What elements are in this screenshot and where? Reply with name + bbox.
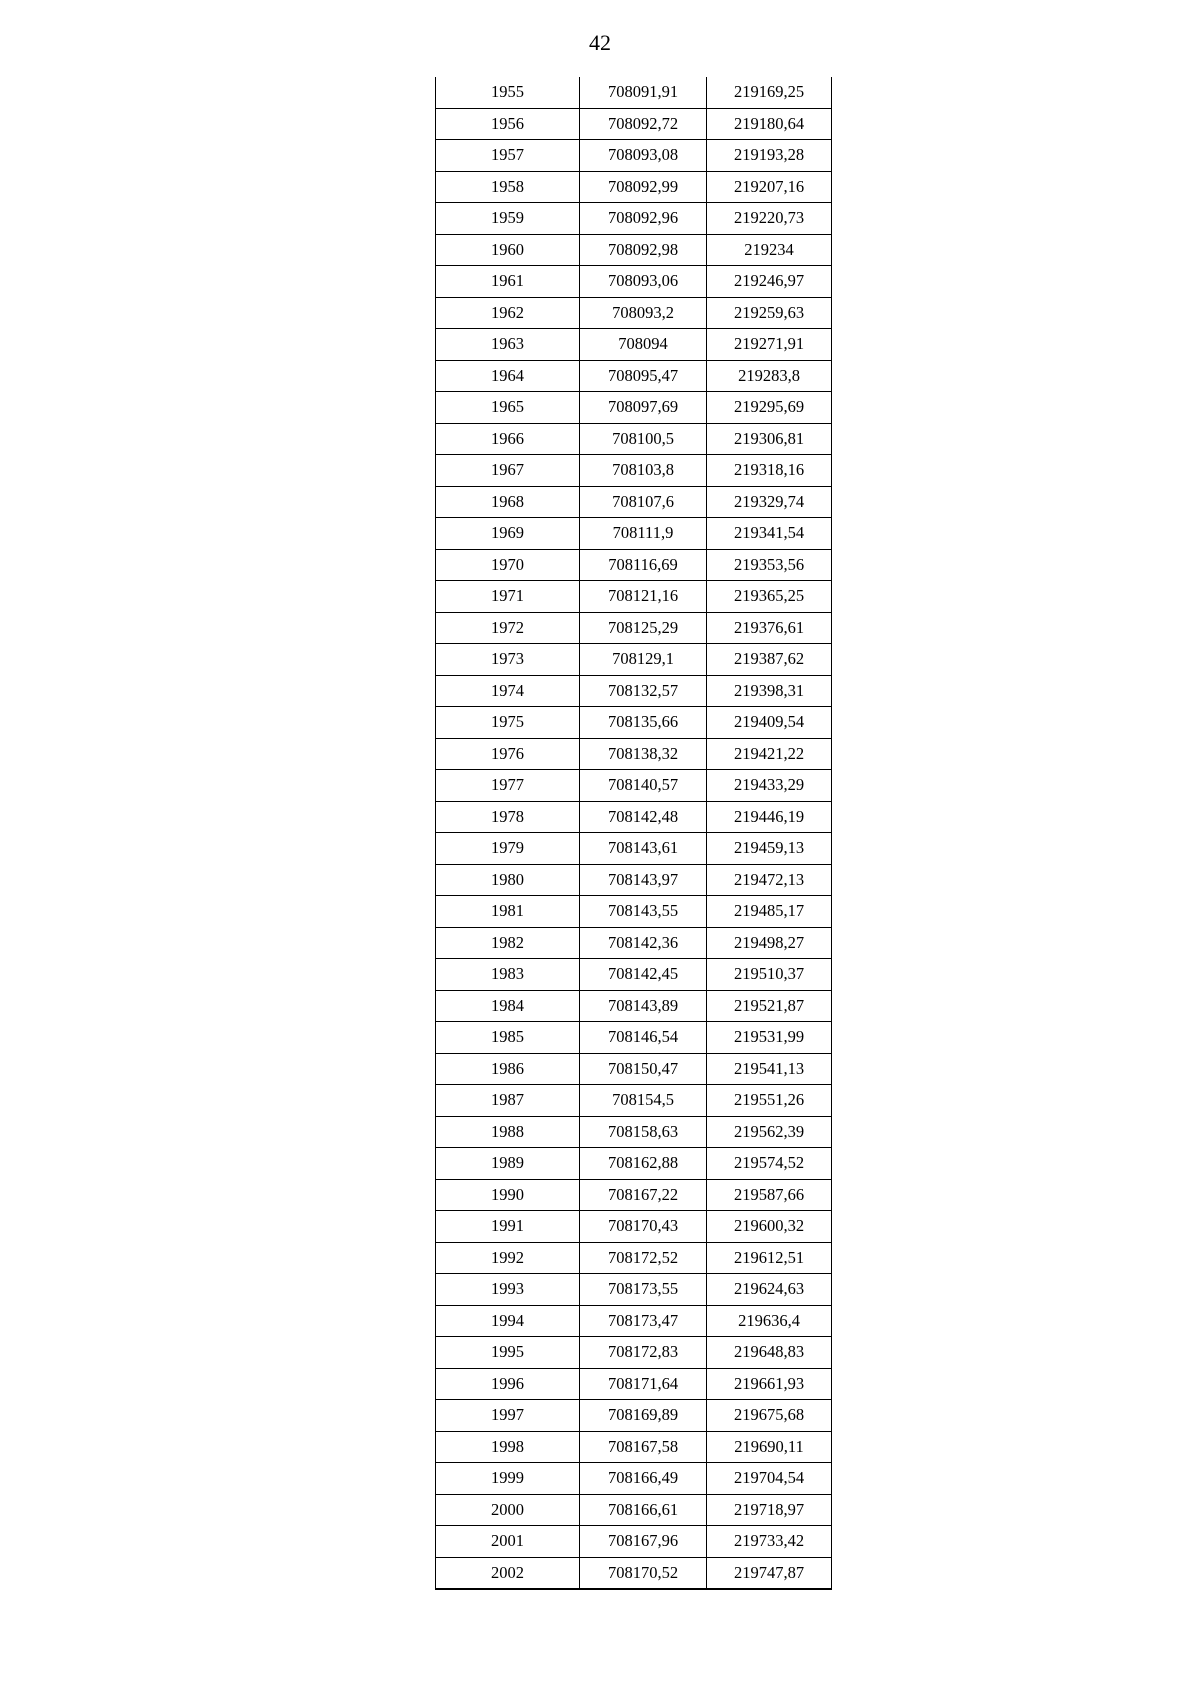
year-cell: 1967 — [436, 455, 580, 487]
y-coordinate-cell: 219562,39 — [707, 1116, 832, 1148]
x-coordinate-cell: 708116,69 — [580, 549, 707, 581]
y-coordinate-cell: 219612,51 — [707, 1242, 832, 1274]
table-row — [436, 612, 832, 644]
table-row — [436, 1116, 832, 1148]
table-row — [436, 1400, 832, 1432]
x-coordinate-cell: 708172,52 — [580, 1242, 707, 1274]
year-cell: 1977 — [436, 770, 580, 802]
y-coordinate-cell: 219541,13 — [707, 1053, 832, 1085]
y-coordinate-cell: 219600,32 — [707, 1211, 832, 1243]
year-cell: 1976 — [436, 738, 580, 770]
x-coordinate-cell: 708150,47 — [580, 1053, 707, 1085]
x-coordinate-cell: 708171,64 — [580, 1368, 707, 1400]
year-cell: 1983 — [436, 959, 580, 991]
x-coordinate-cell: 708166,49 — [580, 1463, 707, 1495]
year-cell: 2000 — [436, 1494, 580, 1526]
table-row — [436, 1211, 832, 1243]
y-coordinate-cell: 219234 — [707, 234, 832, 266]
y-coordinate-cell: 219306,81 — [707, 423, 832, 455]
x-coordinate-cell: 708129,1 — [580, 644, 707, 676]
table-row — [436, 927, 832, 959]
x-coordinate-cell: 708092,72 — [580, 108, 707, 140]
year-cell: 1973 — [436, 644, 580, 676]
table-row — [436, 801, 832, 833]
year-cell: 1987 — [436, 1085, 580, 1117]
x-coordinate-cell: 708140,57 — [580, 770, 707, 802]
y-coordinate-cell: 219531,99 — [707, 1022, 832, 1054]
x-coordinate-cell: 708142,48 — [580, 801, 707, 833]
year-cell: 2002 — [436, 1557, 580, 1589]
y-coordinate-cell: 219587,66 — [707, 1179, 832, 1211]
table-row — [436, 234, 832, 266]
year-cell: 1962 — [436, 297, 580, 329]
year-cell: 1970 — [436, 549, 580, 581]
table-row — [436, 77, 832, 108]
table-row — [436, 1179, 832, 1211]
y-coordinate-cell: 219295,69 — [707, 392, 832, 424]
y-coordinate-cell: 219624,63 — [707, 1274, 832, 1306]
table-row — [436, 770, 832, 802]
y-coordinate-cell: 219485,17 — [707, 896, 832, 928]
table-row — [436, 738, 832, 770]
y-coordinate-cell: 219459,13 — [707, 833, 832, 865]
table-row — [436, 1085, 832, 1117]
table-row — [436, 549, 832, 581]
y-coordinate-cell: 219398,31 — [707, 675, 832, 707]
page-number: 42 — [589, 30, 611, 55]
table-row — [436, 581, 832, 613]
year-cell: 1955 — [436, 77, 580, 108]
year-cell: 1961 — [436, 266, 580, 298]
year-cell: 1963 — [436, 329, 580, 361]
year-cell: 1996 — [436, 1368, 580, 1400]
table-row — [436, 360, 832, 392]
x-coordinate-cell: 708097,69 — [580, 392, 707, 424]
year-cell: 1972 — [436, 612, 580, 644]
x-coordinate-cell: 708132,57 — [580, 675, 707, 707]
table-row — [436, 297, 832, 329]
table-row — [436, 959, 832, 991]
x-coordinate-cell: 708092,96 — [580, 203, 707, 235]
y-coordinate-cell: 219661,93 — [707, 1368, 832, 1400]
table-row — [436, 1463, 832, 1495]
table-row — [436, 1337, 832, 1369]
table-row — [436, 140, 832, 172]
x-coordinate-cell: 708092,99 — [580, 171, 707, 203]
year-cell: 1979 — [436, 833, 580, 865]
year-cell: 1997 — [436, 1400, 580, 1432]
x-coordinate-cell: 708146,54 — [580, 1022, 707, 1054]
y-coordinate-cell: 219704,54 — [707, 1463, 832, 1495]
table-row — [436, 1148, 832, 1180]
table-row — [436, 1053, 832, 1085]
table-row — [436, 833, 832, 865]
x-coordinate-cell: 708100,5 — [580, 423, 707, 455]
y-coordinate-cell: 219169,25 — [707, 77, 832, 108]
x-coordinate-cell: 708167,22 — [580, 1179, 707, 1211]
x-coordinate-cell: 708167,96 — [580, 1526, 707, 1558]
x-coordinate-cell: 708173,55 — [580, 1274, 707, 1306]
table-row — [436, 171, 832, 203]
year-cell: 1991 — [436, 1211, 580, 1243]
x-coordinate-cell: 708093,08 — [580, 140, 707, 172]
year-cell: 1966 — [436, 423, 580, 455]
y-coordinate-cell: 219353,56 — [707, 549, 832, 581]
x-coordinate-cell: 708169,89 — [580, 1400, 707, 1432]
x-coordinate-cell: 708135,66 — [580, 707, 707, 739]
table-row — [436, 455, 832, 487]
x-coordinate-cell: 708094 — [580, 329, 707, 361]
table-row — [436, 1305, 832, 1337]
x-coordinate-cell: 708170,52 — [580, 1557, 707, 1589]
y-coordinate-cell: 219246,97 — [707, 266, 832, 298]
y-coordinate-cell: 219421,22 — [707, 738, 832, 770]
x-coordinate-cell: 708138,32 — [580, 738, 707, 770]
x-coordinate-cell: 708121,16 — [580, 581, 707, 613]
y-coordinate-cell: 219551,26 — [707, 1085, 832, 1117]
y-coordinate-cell: 219521,87 — [707, 990, 832, 1022]
table-body — [436, 77, 832, 1589]
table-row — [436, 1494, 832, 1526]
y-coordinate-cell: 219180,64 — [707, 108, 832, 140]
y-coordinate-cell: 219409,54 — [707, 707, 832, 739]
table-row — [436, 423, 832, 455]
y-coordinate-cell: 219220,73 — [707, 203, 832, 235]
x-coordinate-cell: 708143,89 — [580, 990, 707, 1022]
x-coordinate-cell: 708172,83 — [580, 1337, 707, 1369]
table-row — [436, 203, 832, 235]
x-coordinate-cell: 708158,63 — [580, 1116, 707, 1148]
year-cell: 1981 — [436, 896, 580, 928]
year-cell: 1978 — [436, 801, 580, 833]
x-coordinate-cell: 708093,06 — [580, 266, 707, 298]
x-coordinate-cell: 708093,2 — [580, 297, 707, 329]
x-coordinate-cell: 708103,8 — [580, 455, 707, 487]
y-coordinate-cell: 219510,37 — [707, 959, 832, 991]
year-cell: 1989 — [436, 1148, 580, 1180]
y-coordinate-cell: 219271,91 — [707, 329, 832, 361]
table-row — [436, 707, 832, 739]
year-cell: 1990 — [436, 1179, 580, 1211]
x-coordinate-cell: 708111,9 — [580, 518, 707, 550]
table-row — [436, 1022, 832, 1054]
y-coordinate-cell: 219718,97 — [707, 1494, 832, 1526]
year-cell: 1986 — [436, 1053, 580, 1085]
year-cell: 1969 — [436, 518, 580, 550]
year-cell: 1995 — [436, 1337, 580, 1369]
table-row — [436, 1368, 832, 1400]
y-coordinate-cell: 219446,19 — [707, 801, 832, 833]
y-coordinate-cell: 219341,54 — [707, 518, 832, 550]
y-coordinate-cell: 219648,83 — [707, 1337, 832, 1369]
year-cell: 1985 — [436, 1022, 580, 1054]
x-coordinate-cell: 708095,47 — [580, 360, 707, 392]
table-row — [436, 486, 832, 518]
x-coordinate-cell: 708173,47 — [580, 1305, 707, 1337]
x-coordinate-cell: 708107,6 — [580, 486, 707, 518]
y-coordinate-cell: 219365,25 — [707, 581, 832, 613]
table-row — [436, 644, 832, 676]
x-coordinate-cell: 708091,91 — [580, 77, 707, 108]
table-row — [436, 266, 832, 298]
table-row — [436, 896, 832, 928]
y-coordinate-cell: 219472,13 — [707, 864, 832, 896]
table-row — [436, 392, 832, 424]
year-cell: 1964 — [436, 360, 580, 392]
table-row — [436, 108, 832, 140]
year-cell: 1992 — [436, 1242, 580, 1274]
year-cell: 1975 — [436, 707, 580, 739]
x-coordinate-cell: 708167,58 — [580, 1431, 707, 1463]
x-coordinate-cell: 708143,55 — [580, 896, 707, 928]
year-cell: 1960 — [436, 234, 580, 266]
year-cell: 1982 — [436, 927, 580, 959]
x-coordinate-cell: 708143,61 — [580, 833, 707, 865]
x-coordinate-cell: 708142,45 — [580, 959, 707, 991]
x-coordinate-cell: 708143,97 — [580, 864, 707, 896]
y-coordinate-cell: 219193,28 — [707, 140, 832, 172]
table-row — [436, 1431, 832, 1463]
y-coordinate-cell: 219318,16 — [707, 455, 832, 487]
year-cell: 1965 — [436, 392, 580, 424]
y-coordinate-cell: 219207,16 — [707, 171, 832, 203]
y-coordinate-cell: 219574,52 — [707, 1148, 832, 1180]
y-coordinate-cell: 219376,61 — [707, 612, 832, 644]
table-row — [436, 864, 832, 896]
x-coordinate-cell: 708162,88 — [580, 1148, 707, 1180]
y-coordinate-cell: 219747,87 — [707, 1557, 832, 1589]
table-row — [436, 1557, 832, 1589]
year-cell: 1988 — [436, 1116, 580, 1148]
table-row — [436, 675, 832, 707]
y-coordinate-cell: 219259,63 — [707, 297, 832, 329]
y-coordinate-cell: 219433,29 — [707, 770, 832, 802]
x-coordinate-cell: 708125,29 — [580, 612, 707, 644]
y-coordinate-cell: 219636,4 — [707, 1305, 832, 1337]
year-cell: 1957 — [436, 140, 580, 172]
y-coordinate-cell: 219387,62 — [707, 644, 832, 676]
year-cell: 1994 — [436, 1305, 580, 1337]
year-cell: 1968 — [436, 486, 580, 518]
table-row — [436, 990, 832, 1022]
y-coordinate-cell: 219733,42 — [707, 1526, 832, 1558]
year-cell: 1993 — [436, 1274, 580, 1306]
data-table — [435, 77, 832, 1590]
year-cell: 1959 — [436, 203, 580, 235]
y-coordinate-cell: 219675,68 — [707, 1400, 832, 1432]
year-cell: 2001 — [436, 1526, 580, 1558]
year-cell: 1974 — [436, 675, 580, 707]
x-coordinate-cell: 708170,43 — [580, 1211, 707, 1243]
year-cell: 1999 — [436, 1463, 580, 1495]
year-cell: 1956 — [436, 108, 580, 140]
table-row — [436, 1274, 832, 1306]
year-cell: 1971 — [436, 581, 580, 613]
year-cell: 1958 — [436, 171, 580, 203]
table-row — [436, 1526, 832, 1558]
x-coordinate-cell: 708092,98 — [580, 234, 707, 266]
y-coordinate-cell: 219498,27 — [707, 927, 832, 959]
y-coordinate-cell: 219329,74 — [707, 486, 832, 518]
table-row — [436, 329, 832, 361]
y-coordinate-cell: 219690,11 — [707, 1431, 832, 1463]
year-cell: 1998 — [436, 1431, 580, 1463]
year-cell: 1980 — [436, 864, 580, 896]
x-coordinate-cell: 708154,5 — [580, 1085, 707, 1117]
y-coordinate-cell: 219283,8 — [707, 360, 832, 392]
year-cell: 1984 — [436, 990, 580, 1022]
table-row — [436, 1242, 832, 1274]
x-coordinate-cell: 708142,36 — [580, 927, 707, 959]
table-row — [436, 518, 832, 550]
x-coordinate-cell: 708166,61 — [580, 1494, 707, 1526]
